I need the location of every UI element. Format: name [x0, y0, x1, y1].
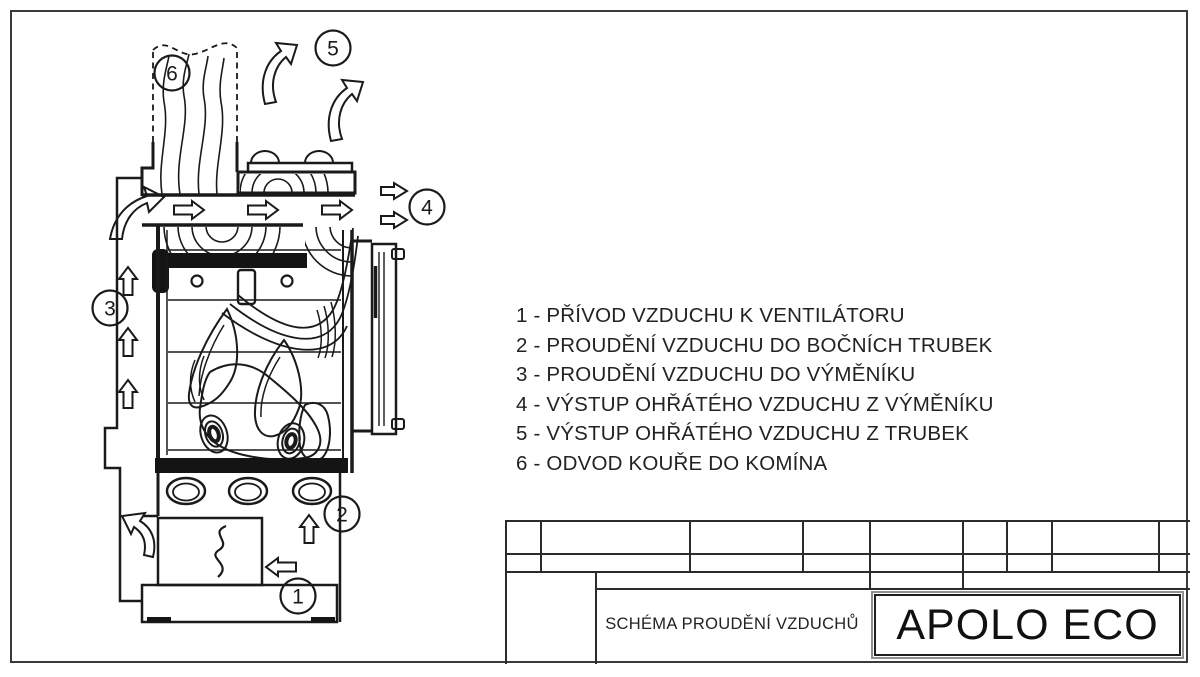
title-block — [505, 520, 1190, 664]
channel-up-arrows — [119, 267, 137, 408]
svg-text:3: 3 — [104, 297, 116, 321]
product-name: APOLO ECO — [874, 594, 1181, 656]
fan-compartment — [158, 515, 318, 585]
left-air-channel — [105, 178, 158, 601]
product-name-box — [871, 591, 1184, 659]
exchanger-coil-arcs — [228, 143, 328, 193]
exchanger-housing — [228, 143, 355, 193]
fan-inlet-arrow — [266, 558, 296, 576]
air-nozzle — [238, 270, 255, 304]
callout-4 — [410, 190, 445, 225]
warm-air-duct — [142, 195, 355, 225]
tube-end-right — [305, 151, 333, 163]
legend-item-3: 3 - PROUDĚNÍ VZDUCHU DO VÝMĚNÍKU — [516, 363, 916, 387]
svg-text:5: 5 — [327, 37, 339, 61]
tube-up-arrow — [300, 515, 318, 543]
callout-2 — [325, 497, 360, 532]
legend-item-5: 5 - VÝSTUP OHŘÁTÉHO VZDUCHU Z TRUBEK — [516, 422, 969, 446]
glass-door — [352, 241, 404, 434]
stove-base — [142, 585, 337, 622]
legend-item-4: 4 - VÝSTUP OHŘÁTÉHO VZDUCHU Z VÝMĚNÍKU — [516, 392, 994, 416]
baffle-plate — [152, 249, 307, 304]
svg-text:1: 1 — [292, 585, 304, 609]
legend-item-6: 6 - ODVOD KOUŘE DO KOMÍNA — [516, 451, 828, 475]
bottom-curved-arrow — [122, 513, 154, 557]
callout-3 — [93, 291, 128, 326]
tube-end-left — [251, 151, 279, 163]
svg-text:6: 6 — [166, 62, 178, 86]
outlet-arrows — [381, 183, 407, 228]
grate-bar — [155, 458, 348, 473]
chimney-collar — [142, 142, 237, 196]
svg-text:2: 2 — [336, 503, 348, 527]
stove-cross-section — [88, 18, 448, 652]
door-hinge-bottom — [392, 419, 404, 429]
legend-item-2: 2 - PROUDĚNÍ VZDUCHU DO BOČNÍCH TRUBEK — [516, 333, 993, 357]
flue-gas-swoosh — [222, 228, 358, 350]
callout-5 — [316, 31, 351, 66]
legend — [516, 301, 994, 479]
drawing-title: SCHÉMA PROUDĚNÍ VZDUCHŮ — [605, 614, 859, 633]
fan-blade — [215, 526, 226, 577]
legend-item-1: 1 - PŘÍVOD VZDUCHU K VENTILÁTORU — [516, 304, 905, 327]
door-hinge-top — [392, 249, 404, 259]
svg-text:4: 4 — [421, 196, 433, 220]
door-glass — [379, 252, 384, 426]
